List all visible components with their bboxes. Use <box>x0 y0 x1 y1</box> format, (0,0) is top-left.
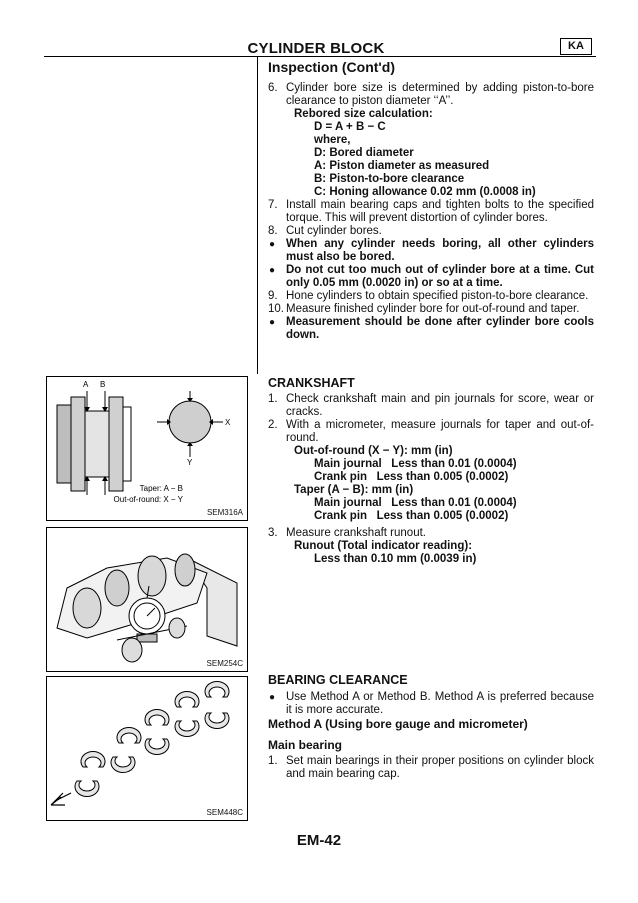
bullet-boring <box>268 238 594 264</box>
step-8 <box>268 225 594 238</box>
bearing-bullet <box>268 691 594 717</box>
step-text: Set main bearings in their proper positions on cylinder block and main bearing cap. <box>286 755 594 780</box>
a-definition: A: Piston diameter as measured <box>314 160 490 172</box>
bullet-cut <box>268 264 594 290</box>
step-number: 10. <box>268 303 284 315</box>
bullet-dot-icon: ● <box>269 317 276 328</box>
rebored-label: Rebored size calculation: <box>294 108 433 120</box>
label-b: B <box>100 380 106 389</box>
label-a: A <box>83 380 89 389</box>
oor-label: Out-of-round (X − Y): mm (in) <box>294 445 453 457</box>
step-number: 1. <box>268 393 278 405</box>
bullet-dot-icon: ● <box>269 265 276 276</box>
method-a-heading: Method A (Using bore gauge and micrometer) <box>268 717 528 731</box>
step-6 <box>268 82 594 108</box>
bullet-dot-icon: ● <box>269 692 276 703</box>
oor-main-journal: Main journal Less than 0.01 (0.0004) <box>314 458 517 470</box>
header-rule <box>44 56 596 57</box>
crankshaft-heading: CRANKSHAFT <box>268 376 355 390</box>
bearing-clearance-heading: BEARING CLEARANCE <box>268 673 408 687</box>
bullet-text: When any cylinder needs boring, all other cylinders must also be bored. <box>286 238 594 263</box>
step-7 <box>268 199 594 225</box>
crank-step-3 <box>268 527 594 540</box>
step-text: Hone cylinders to obtain specified piston-to-bore clearance. <box>286 290 589 302</box>
b-definition: B: Piston-to-bore clearance <box>314 173 465 185</box>
oor-caption: Out-of-round: X − Y <box>113 495 183 504</box>
taper-label: Taper (A − B): mm (in) <box>294 484 414 496</box>
step-number: 2. <box>268 419 278 431</box>
figure-runout <box>46 527 248 672</box>
bullet-text: Do not cut too much out of cylinder bore at a time. Cut only 0.05 mm (0.0020 in) or so at a time. <box>286 264 594 289</box>
bullet-dot-icon: ● <box>269 239 276 250</box>
figure-code: SEM316A <box>206 508 243 517</box>
step-text: Measure finished cylinder bore for out-of-round and taper. <box>286 303 580 315</box>
step-number: 8. <box>268 225 278 237</box>
taper-main-journal: Main journal Less than 0.01 (0.0004) <box>314 497 517 509</box>
rebored-formula: D = A + B − C <box>314 121 386 133</box>
step-9 <box>268 290 594 303</box>
step-number: 7. <box>268 199 278 211</box>
step-text: Cut cylinder bores. <box>286 225 382 237</box>
figure-code: SEM254C <box>206 659 243 668</box>
step-text: Cylinder bore size is determined by adding piston-to-bore clearance to piston diameter ‘‘A’’. <box>286 82 594 107</box>
crank-step-1 <box>268 393 594 419</box>
page-number: EM-42 <box>296 832 342 849</box>
bearing-step-1 <box>268 755 594 781</box>
step-text: Measure crankshaft runout. <box>286 527 426 539</box>
figure-code: SEM448C <box>206 808 243 817</box>
step-text: Check crankshaft main and pin journals for score, wear or cracks. <box>286 393 594 418</box>
crank-step-2 <box>268 419 594 445</box>
c-definition: C: Honing allowance 0.02 mm (0.0008 in) <box>314 186 536 198</box>
label-y: Y <box>187 458 193 467</box>
page-title: CYLINDER BLOCK <box>247 40 385 57</box>
runout-value: Less than 0.10 mm (0.0039 in) <box>314 553 477 565</box>
step-10 <box>268 303 594 316</box>
section-subtitle: Inspection (Cont'd) <box>268 59 395 75</box>
where-label: where, <box>314 134 351 146</box>
d-definition: D: Bored diameter <box>314 147 414 159</box>
taper-crank-pin: Crank pin Less than 0.005 (0.0002) <box>314 510 509 522</box>
crankshaft-journal-diagram <box>47 377 247 520</box>
step-text: With a micrometer, measure journals for taper and out-of-round. <box>286 419 594 444</box>
main-bearing-heading: Main bearing <box>268 738 343 752</box>
crankshaft-runout-illustration <box>47 528 247 671</box>
step-number: 3. <box>268 527 278 539</box>
step-number: 6. <box>268 82 278 94</box>
bullet-measure <box>268 316 594 342</box>
bullet-text: Use Method A or Method B. Method A is preferred because it is more accurate. <box>286 691 594 716</box>
step-text: Install main bearing caps and tighten bolts to the specified torque. This will prevent distortion of cylinder bores. <box>286 199 594 224</box>
oor-crank-pin: Crank pin Less than 0.005 (0.0002) <box>314 471 509 483</box>
runout-label: Runout (Total indicator reading): <box>294 540 473 552</box>
model-badge: KA <box>560 38 592 55</box>
figure-journal-measurement <box>46 376 248 521</box>
bullet-text: Measurement should be done after cylinder bore cools down. <box>286 316 594 341</box>
label-x: X <box>225 418 231 427</box>
main-bearing-set-illustration <box>47 677 247 820</box>
step-number: 1. <box>268 755 278 767</box>
column-divider <box>257 56 258 374</box>
step-number: 9. <box>268 290 278 302</box>
figure-main-bearings <box>46 676 248 821</box>
taper-caption: Taper: A − B <box>139 484 183 493</box>
